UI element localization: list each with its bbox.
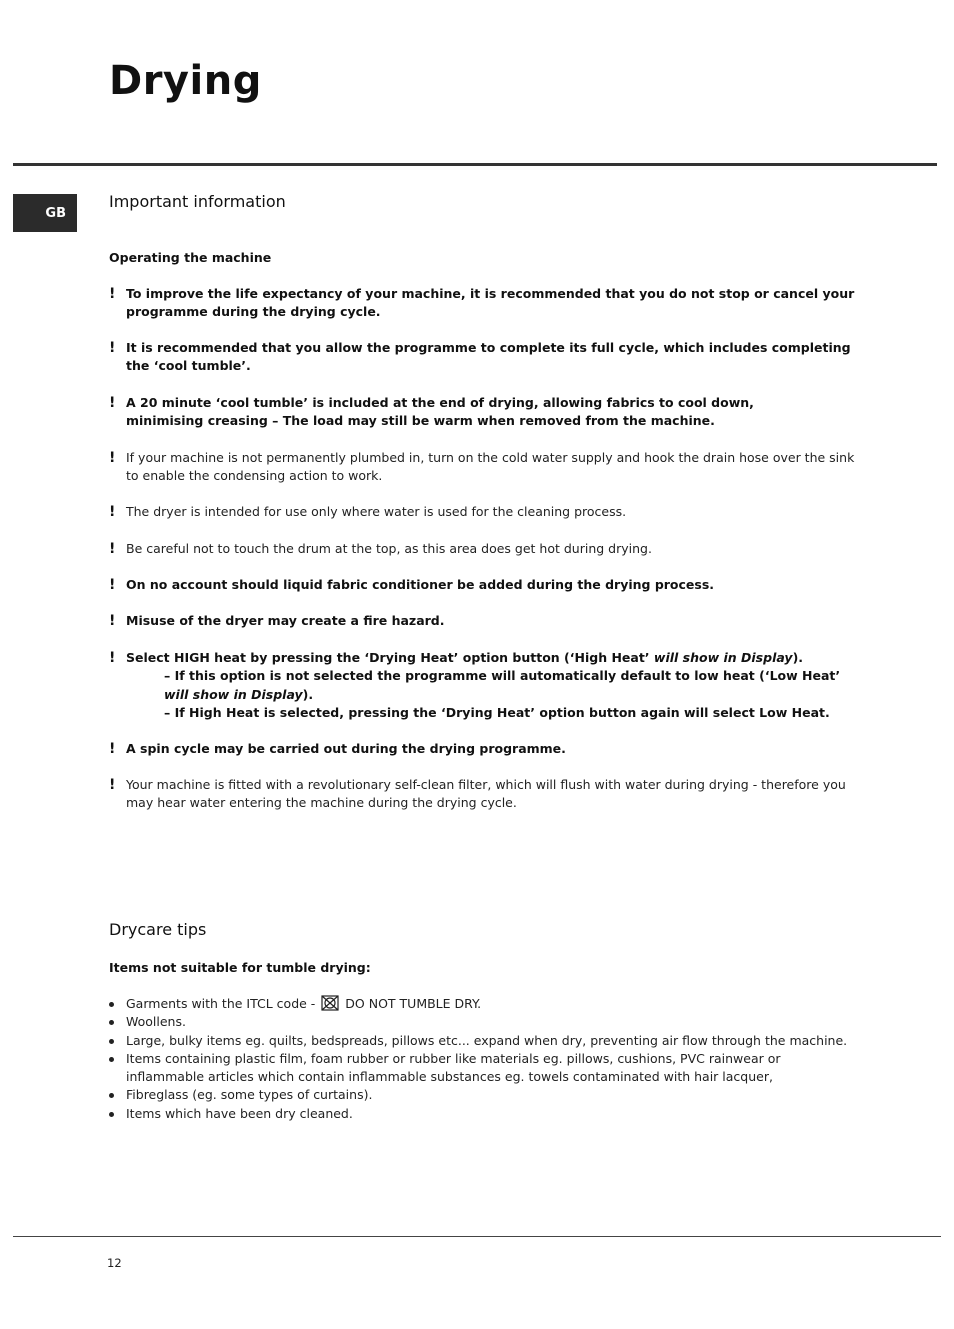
warning-note: ! Be careful not to touch the drum at the top, as this area does get hot during drying.	[109, 541, 652, 557]
warning-note: ! It is recommended that you allow the programme to complete its full cycle, which includes completing the ‘cool tumble’.	[109, 340, 851, 374]
operating-the-machine-subheading: Operating the machine	[109, 250, 272, 265]
exclamation-icon: !	[109, 340, 116, 356]
exclamation-icon: !	[109, 741, 116, 757]
high-heat-note: ! Select HIGH heat by pressing the ‘Drying Heat’ option button (‘High Heat’ will show in Display). – If this option is not selected the programme will automatically default to low heat (‘Low Heat’ will show in Display). – If High Heat is selected, pressing the ‘Drying Heat’ option button again will select Low Heat.	[109, 649, 859, 722]
exclamation-icon: !	[109, 286, 116, 302]
exclamation-icon: !	[109, 777, 116, 793]
list-item: Large, bulky items eg. quilts, bedspreads, pillows etc... expand when dry, preventing air flow through the machine.	[109, 1032, 859, 1050]
list-item: Garments with the ITCL code - DO NOT TUMBLE DRY.	[109, 995, 859, 1013]
high-heat-default-note: – If this option is not selected the programme will automatically default to low heat (‘Low Heat’ will show in Display).	[164, 668, 841, 702]
language-tab: GB	[13, 194, 77, 232]
bullet-icon	[109, 1020, 114, 1025]
list-item: Fibreglass (eg. some types of curtains).	[109, 1086, 859, 1104]
exclamation-icon: !	[109, 650, 116, 666]
high-heat-toggle-note: – If High Heat is selected, pressing the ‘Drying Heat’ option button again will select Low Heat.	[164, 704, 830, 720]
bullet-icon	[109, 1093, 114, 1098]
warning-note: ! A 20 minute ‘cool tumble’ is included at the end of drying, allowing fabrics to cool down, minimising creasing – The load may still be warm when removed from the machine.	[109, 395, 754, 429]
important-information-heading: Important information	[109, 192, 286, 211]
exclamation-icon: !	[109, 504, 116, 520]
page-number: 12	[107, 1256, 122, 1270]
page-title: Drying	[109, 58, 262, 104]
warning-note: ! On no account should liquid fabric conditioner be added during the drying process.	[109, 577, 715, 593]
unsuitable-items-subheading: Items not suitable for tumble drying:	[109, 960, 371, 975]
list-item: Woollens.	[109, 1013, 859, 1031]
footer-divider	[13, 1236, 941, 1237]
warning-note: ! A spin cycle may be carried out during the drying programme.	[109, 741, 566, 757]
bullet-icon	[109, 1002, 114, 1007]
list-item: Items which have been dry cleaned.	[109, 1105, 859, 1123]
drycare-tips-heading: Drycare tips	[109, 920, 207, 939]
exclamation-icon: !	[109, 613, 116, 629]
bullet-icon	[109, 1039, 114, 1044]
exclamation-icon: !	[109, 541, 116, 557]
warning-note: ! To improve the life expectancy of your machine, it is recommended that you do not stop or cancel your programme during the drying cycle.	[109, 286, 855, 320]
exclamation-icon: !	[109, 395, 116, 411]
warning-note: ! Misuse of the dryer may create a fire hazard.	[109, 613, 445, 629]
exclamation-icon: !	[109, 450, 116, 466]
bullet-icon	[109, 1112, 114, 1117]
bullet-icon	[109, 1057, 114, 1062]
unsuitable-items-list	[109, 995, 859, 1123]
header-divider	[13, 163, 937, 166]
list-item: Items containing plastic film, foam rubber or rubber like materials eg. pillows, cushions, PVC rainwear or inflammable articles which contain inflammable substances eg. towels contaminated with hair lacquer,	[109, 1050, 859, 1087]
warning-note: ! The dryer is intended for use only where water is used for the cleaning process.	[109, 504, 627, 520]
warning-note: ! If your machine is not permanently plumbed in, turn on the cold water supply and hook the drain hose over the sink to enable the condensing action to work.	[109, 450, 855, 484]
warning-note: ! Your machine is fitted with a revolutionary self-clean filter, which will flush with water during drying - therefore you may hear water entering the machine during the drying cycle.	[109, 777, 846, 811]
do-not-tumble-dry-icon	[321, 995, 339, 1011]
exclamation-icon: !	[109, 577, 116, 593]
